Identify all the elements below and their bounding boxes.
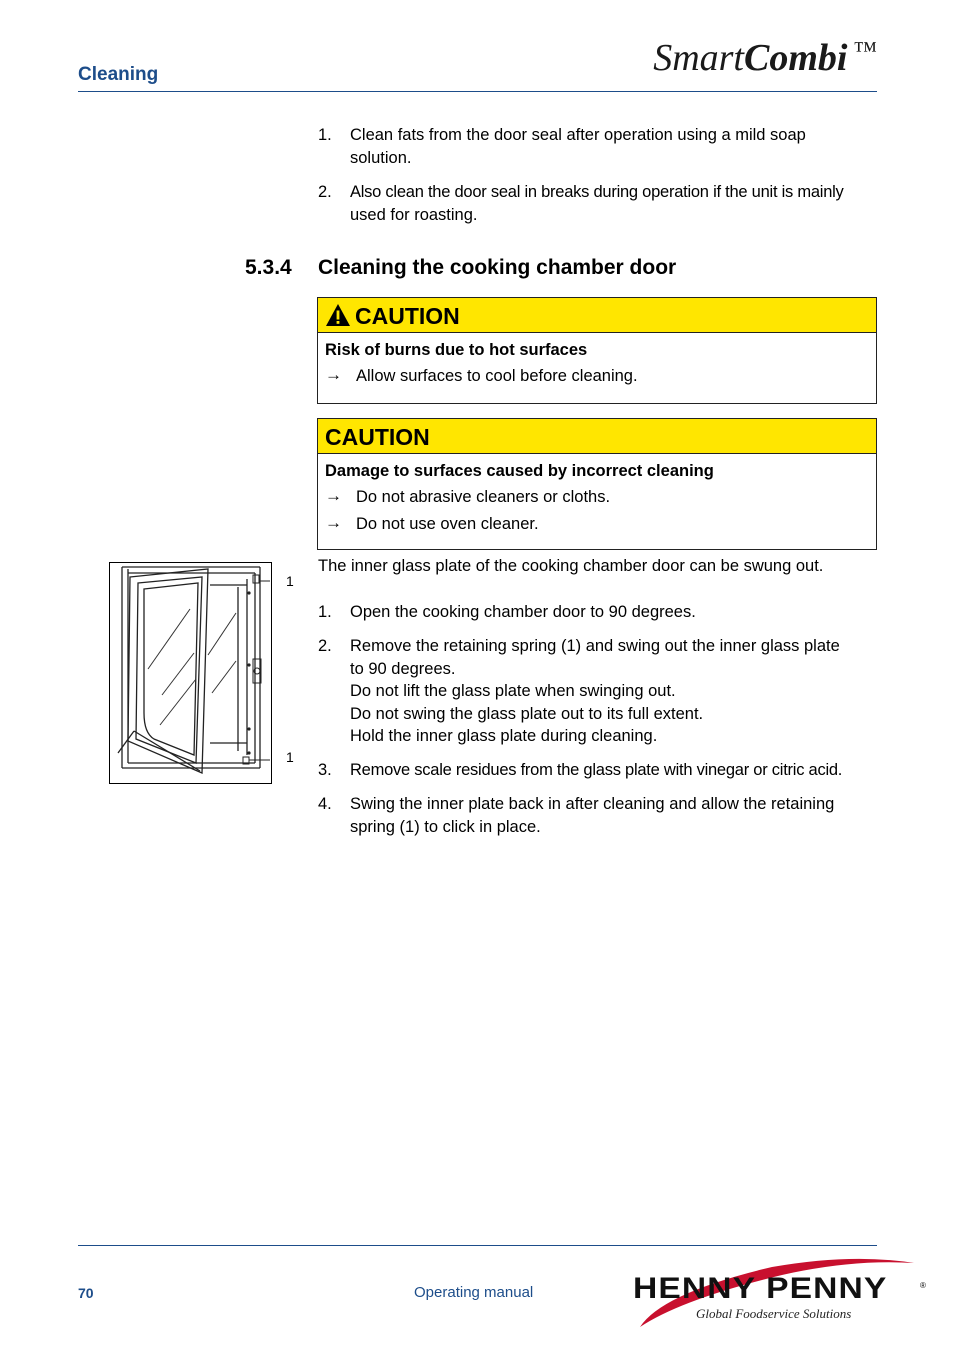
step-text: Do not swing the glass plate out to its full extent. bbox=[350, 704, 704, 723]
list-item bbox=[318, 124, 878, 169]
step-text: Remove the retaining spring (1) and swing out the inner glass plate bbox=[350, 637, 840, 655]
step-number: 2. bbox=[318, 637, 332, 655]
caution-title: Damage to surfaces caused by incorrect cleaning bbox=[325, 462, 714, 480]
list-item bbox=[318, 793, 878, 838]
list-item bbox=[318, 635, 878, 748]
brand-regular: Smart bbox=[653, 37, 744, 79]
brand-bold: Combi bbox=[744, 37, 848, 79]
caution-box-damage bbox=[317, 418, 877, 550]
list-item bbox=[318, 181, 878, 226]
caution-item bbox=[325, 484, 876, 511]
step-number: 2. bbox=[318, 183, 332, 201]
step-text: Remove scale residues from the glass plate with vinegar or citric acid. bbox=[350, 761, 843, 779]
caution-label: CAUTION bbox=[355, 303, 460, 329]
caution-item-text: Allow surfaces to cool before cleaning. bbox=[356, 367, 638, 385]
caution-item-text: Do not use oven cleaner. bbox=[356, 515, 539, 533]
arrow-icon: → bbox=[325, 365, 342, 384]
step-text: used for roasting. bbox=[350, 205, 478, 224]
list-item bbox=[318, 601, 878, 624]
caution-item bbox=[325, 511, 876, 538]
warning-triangle-icon bbox=[325, 303, 351, 327]
step-number: 4. bbox=[318, 795, 332, 813]
door-illustration bbox=[109, 562, 272, 784]
arrow-icon: → bbox=[325, 513, 342, 532]
list-item bbox=[318, 759, 878, 782]
oven-door-drawing bbox=[110, 563, 270, 782]
brand-trademark: ™ bbox=[853, 38, 877, 64]
caution-title: Risk of burns due to hot surfaces bbox=[325, 341, 588, 359]
section-number: 5.3.4 bbox=[245, 256, 292, 279]
caution-label: CAUTION bbox=[325, 424, 430, 450]
footer-rule bbox=[78, 1245, 877, 1246]
header-rule bbox=[78, 91, 877, 92]
callout-label: 1 bbox=[286, 573, 294, 589]
step-number: 3. bbox=[318, 761, 332, 779]
step-text: Do not lift the glass plate when swinging out. bbox=[350, 682, 676, 700]
step-text: Clean fats from the door seal after operation using a mild soap bbox=[350, 126, 806, 144]
caution-header bbox=[318, 419, 876, 454]
henny-penny-logo: HENNY PENNY bbox=[633, 1272, 888, 1305]
caution-item bbox=[325, 363, 876, 390]
page-number: 70 bbox=[78, 1285, 94, 1301]
step-number: 1. bbox=[318, 603, 332, 621]
section-heading-title: Cleaning the cooking chamber door bbox=[318, 256, 677, 279]
callout-label: 1 bbox=[286, 749, 294, 765]
logo-tagline: Global Foodservice Solutions bbox=[696, 1306, 852, 1321]
step-text: Hold the inner glass plate during cleaning. bbox=[350, 727, 658, 745]
step-text: Open the cooking chamber door to 90 degrees. bbox=[350, 603, 696, 621]
step-text: Also clean the door seal in breaks during operation if the unit is mainly bbox=[350, 183, 844, 201]
brand-logo bbox=[653, 36, 877, 80]
step-text: spring (1) to click in place. bbox=[350, 817, 541, 836]
arrow-icon: → bbox=[325, 486, 342, 505]
caution-header bbox=[318, 298, 876, 333]
step-number: 1. bbox=[318, 126, 332, 144]
step-text: Swing the inner plate back in after cleaning and allow the retaining bbox=[350, 795, 835, 813]
footer-label: Operating manual bbox=[414, 1284, 534, 1301]
section-title: Cleaning bbox=[78, 64, 159, 85]
section-heading bbox=[245, 256, 676, 280]
intro-text: The inner glass plate of the cooking chamber door can be swung out. bbox=[318, 557, 824, 575]
step-text: to 90 degrees. bbox=[350, 659, 456, 678]
caution-item-text: Do not abrasive cleaners or cloths. bbox=[356, 488, 611, 506]
registered-mark: ® bbox=[920, 1281, 926, 1290]
caution-box-burns bbox=[317, 297, 877, 404]
step-text: solution. bbox=[350, 148, 412, 167]
